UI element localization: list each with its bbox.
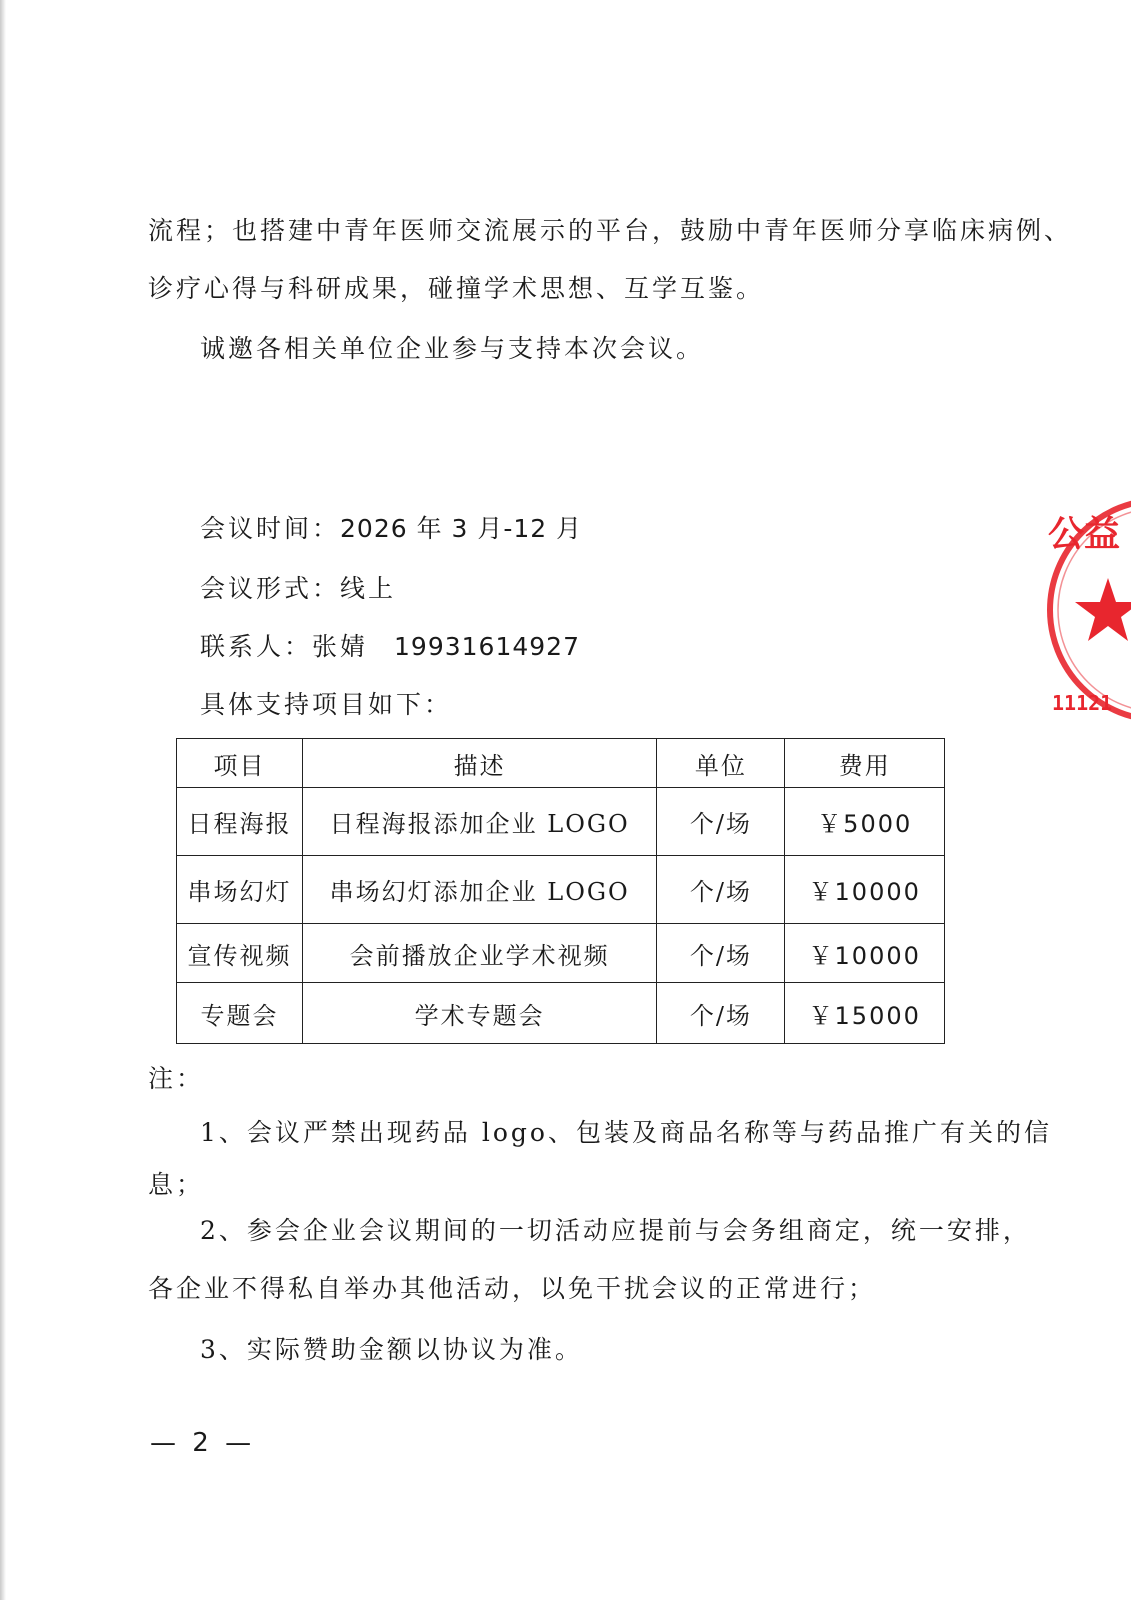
intro-line-2: 诊疗心得与科研成果，碰撞学术思想、互学互鉴。 [148,274,765,303]
support-items-intro: 具体支持项目如下： [200,690,453,719]
cell-item: 宣传视频 [177,924,303,983]
header-fee: 费用 [785,739,945,788]
meeting-time [200,512,582,546]
seal-stamp-icon [1040,490,1131,730]
meeting-time-label: 会议时间： [200,514,341,543]
cell-fee: ￥10000 [785,856,945,924]
invitation-text: 诚邀各相关单位企业参与支持本次会议。 [200,334,705,363]
cell-item: 串场幻灯 [177,856,303,924]
table-row [177,856,945,924]
cell-description: 学术专题会 [303,983,657,1044]
meeting-time-value: 2026 年 3 月-12 月 [340,514,583,543]
support-items-table [176,738,945,1044]
cell-unit: 个/场 [657,788,785,856]
table-row [177,983,945,1044]
cell-description: 日程海报添加企业 LOGO [303,788,657,856]
contact-label: 联系人： [200,632,313,661]
cell-unit: 个/场 [657,856,785,924]
header-description: 描述 [303,739,657,788]
cell-fee: ￥15000 [785,983,945,1044]
meeting-format-value: 线上 [340,574,397,603]
cell-unit: 个/场 [657,924,785,983]
page-number: — 2 — [150,1428,256,1458]
notes-heading: 注： [148,1064,205,1093]
scan-edge-shadow [0,0,6,1600]
cell-item: 日程海报 [177,788,303,856]
note-1-line-1: 1、会议严禁出现药品 logo、包装及商品名称等与药品推广有关的信 [200,1118,1052,1147]
cell-fee: ￥5000 [785,788,945,856]
contact-person [200,630,580,664]
cell-fee: ￥10000 [785,924,945,983]
official-seal [1040,490,1131,730]
meeting-format-label: 会议形式： [200,574,341,603]
cell-description: 会前播放企业学术视频 [303,924,657,983]
seal-bottom-text: 11121 [1052,691,1113,715]
contact-phone: 19931614927 [394,632,580,661]
table-row [177,924,945,983]
cell-description: 串场幻灯添加企业 LOGO [303,856,657,924]
note-3: 3、实际赞助金额以协议为准。 [200,1335,583,1364]
note-2-line-2: 各企业不得私自举办其他活动，以免干扰会议的正常进行； [148,1274,877,1303]
contact-name: 张婧 [312,632,369,661]
table-header-row [177,739,945,788]
header-unit: 单位 [657,739,785,788]
intro-line-1: 流程；也搭建中青年医师交流展示的平台，鼓励中青年医师分享临床病例、 [148,216,1073,245]
cell-unit: 个/场 [657,983,785,1044]
note-2-line-1: 2、参会企业会议期间的一切活动应提前与会务组商定，统一安排， [200,1216,1031,1245]
seal-top-text: 公益 [1048,514,1121,555]
table-row [177,788,945,856]
meeting-format [200,572,396,606]
note-1-line-2: 息； [148,1170,205,1199]
header-item: 项目 [177,739,303,788]
cell-item: 专题会 [177,983,303,1044]
